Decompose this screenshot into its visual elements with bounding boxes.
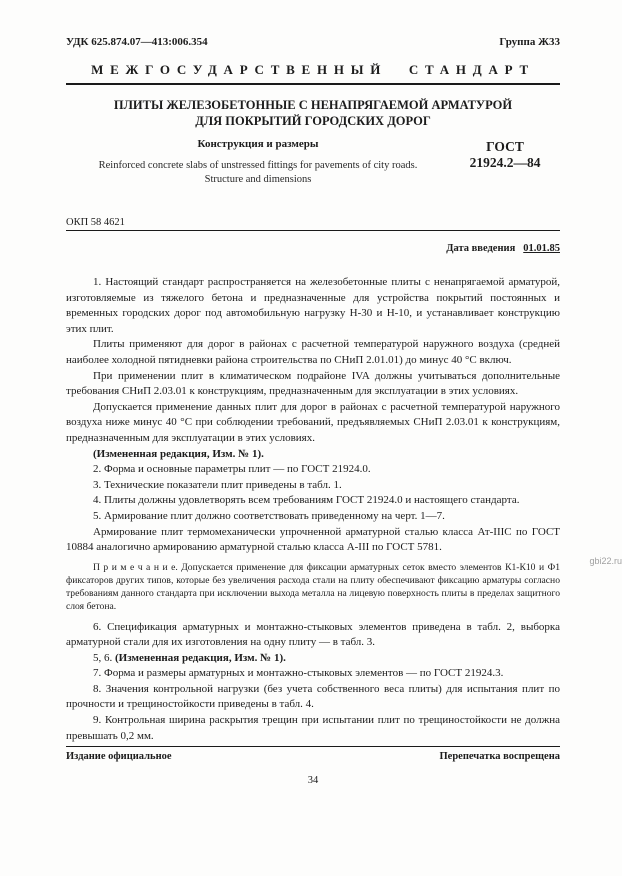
paragraph [66, 462, 560, 478]
header-divider [66, 83, 560, 85]
page-number: 34 [307, 775, 319, 786]
paragraph-run-bold: (Измененная редакция, Изм. № 1). [115, 651, 286, 664]
paragraph-run: 5, 6. [93, 651, 115, 664]
paragraph-run: П р и м е ч а н и е. [93, 561, 182, 573]
paragraph-run: 8. Значения контрольной нагрузки (без учета собственного веса плиты) для испытания плит по прочности и трещиностойкости приведены в табл. 4. [66, 682, 560, 711]
document-title-english-line2: Structure and dimensions [204, 174, 312, 185]
paragraph-run-bold: (Измененная редакция, Изм. № 1). [93, 447, 264, 460]
introduction-date-label: Дата введения [446, 243, 516, 254]
group-code: Группа Ж33 [499, 36, 560, 48]
document-title-english-line1: Reinforced concrete slabs of unstressed fittings for pavements of city roads. [98, 160, 418, 171]
official-edition-label: Издание официальное [66, 751, 172, 762]
document-title [66, 97, 560, 129]
gost-number: 21924.2—84 [469, 155, 541, 170]
footer-divider [66, 746, 560, 747]
introduction-date-row [66, 243, 560, 254]
okp-divider [66, 230, 560, 231]
paragraph-run: Плиты применяют для дорог в районах с расчетной температурой наружного воздуха (средней наиболее холодной пятидневки района строительства по СНиП 2.01.01) до минус 40 °С включ. [66, 338, 560, 366]
page-footer [66, 746, 560, 786]
document-title-line2: ДЛЯ ПОКРЫТИЙ ГОРОДСКИХ ДОРОГ [195, 114, 431, 128]
subtitle-row [66, 138, 560, 187]
paragraph [66, 666, 560, 682]
paragraph-run: При применении плит в климатическом подрайоне IVA должны учитываться дополнительные требования СНиП 2.03.01 к конструкциям, предназначенным для эксплуатации в этих условиях. [66, 369, 560, 398]
paragraph [66, 713, 560, 744]
paragraph [66, 493, 560, 509]
paragraph [66, 337, 560, 368]
paragraph-run: 2. Форма и основные параметры плит — по ГОСТ 21924.0. [93, 463, 371, 476]
body-text [66, 275, 560, 744]
paragraph-run: 7. Форма и размеры арматурных и монтажно-стыковых элементов — по ГОСТ 21924.3. [93, 667, 504, 680]
paragraph [66, 400, 560, 447]
udk-row [66, 36, 560, 48]
paragraph-run: 4. Плиты должны удовлетворять всем требованиям ГОСТ 21924.0 и настоящего стандарта. [93, 494, 520, 507]
paragraph [66, 651, 560, 667]
note-paragraph [66, 561, 560, 614]
paragraph-run: Допускается применение для фиксации арматурных сеток вместо элементов К1-К10 и Ф1 фиксаторов других типов, которые без увеличения расхода стали на плиту обеспечивают фиксацию арматуры согласно требованиям данного стандарта при исключении выхода металла на лицевую поверхность плиты в пределах защитного слоя бетона. [66, 561, 560, 613]
site-watermark: gbi22.ru [589, 556, 622, 566]
paragraph [66, 525, 560, 556]
document-title-english [66, 159, 450, 187]
paragraph [66, 682, 560, 713]
udk-number: УДК 625.874.07—413:006.354 [66, 36, 208, 48]
paragraph-run: 3. Технические показатели плит приведены в табл. 1. [93, 478, 342, 491]
footer-row [66, 751, 560, 762]
paragraph [66, 447, 560, 463]
document-title-line1: ПЛИТЫ ЖЕЛЕЗОБЕТОННЫЕ С НЕНАПРЯГАЕМОЙ АРМАТУРОЙ [113, 98, 513, 112]
paragraph [66, 275, 560, 337]
standard-type-heading: МЕЖГОСУДАРСТВЕННЫЙ СТАНДАРТ [91, 62, 535, 77]
paragraph [66, 369, 560, 400]
paragraph [66, 478, 560, 494]
paragraph-run: Допускается применение данных плит для дорог в районах с расчетной температурой наружного воздуха ниже минус 40 °С при соблюдении требований, предъявляемых СНиП 2.03.01 к конструкциям, предназначенным для эксплуатации в этих условиях. [66, 400, 560, 444]
paragraph-run: 1. Настоящий стандарт распространяется на железобетонные плиты с ненапрягаемой арматурой, изготовляемые из тяжелого бетона и предназначенные для устройства покрытий постоянных и временных городских дорог под автомобильную нагрузку Н-30 и Н-10, и устанавливает конструкцию этих плит. [66, 276, 560, 335]
gost-label: ГОСТ [486, 139, 524, 154]
paragraph-run: Армирование плит термомеханически упрочненной арматурной сталью класса Ат-IIIС по ГОСТ 10884 аналогично армированию арматурной сталью класса А-III по ГОСТ 5781. [66, 525, 560, 554]
paragraph [66, 620, 560, 651]
subtitle-column [66, 138, 450, 187]
paragraph-run: 5. Армирование плит должно соответствовать приведенному на черт. 1—7. [93, 509, 445, 522]
introduction-date-value: 01.01.85 [523, 243, 560, 254]
paragraph [66, 509, 560, 525]
okp-code: ОКП 58 4621 [66, 217, 125, 228]
document-subtitle: Конструкция и размеры [197, 138, 319, 150]
paragraph-run: 9. Контрольная ширина раскрытия трещин при испытании плит по трещиностойкости не должна превышать 0,2 мм. [66, 714, 560, 742]
reprint-forbidden-label: Перепечатка воспрещена [439, 751, 560, 762]
paragraph-run: 6. Спецификация арматурных и монтажно-стыковых элементов приведена в табл. 2, выборка арматурной стали для их изготовления на одну плиту — в табл. 3. [66, 620, 560, 649]
gost-designation [450, 138, 560, 187]
